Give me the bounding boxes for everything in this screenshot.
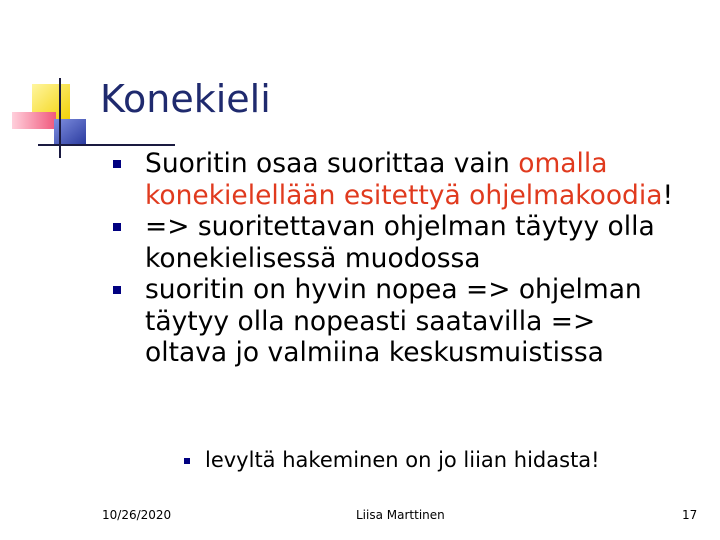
decor-blue-square bbox=[54, 119, 86, 145]
footer-date: 10/26/2020 bbox=[102, 508, 172, 522]
bullet-text-part: => suoritettavan ohjelman täytyy olla konekielisessä muodossa bbox=[145, 211, 655, 274]
bullet-item bbox=[0, 211, 685, 274]
bullet-list bbox=[0, 148, 720, 369]
footer-page-number: 17 bbox=[682, 508, 698, 522]
square-bullet-icon bbox=[184, 458, 190, 464]
sub-bullet-text: levyltä hakeminen on jo liian hidasta! bbox=[205, 448, 600, 472]
square-bullet-icon bbox=[113, 160, 121, 168]
footer-author: Liisa Marttinen bbox=[356, 508, 445, 522]
square-bullet-icon bbox=[113, 286, 121, 294]
bullet-text-part: suoritin on hyvin nopea => ohjelman täytyy olla nopeasti saatavilla => oltava jo valmiina keskusmuistissa bbox=[145, 274, 642, 368]
square-bullet-icon bbox=[113, 223, 121, 231]
decor-red-bar bbox=[12, 112, 56, 129]
bullet-text-part: Suoritin osaa suorittaa vain bbox=[145, 148, 519, 179]
bullet-text-highlight: omalla konekielellään esitettyä ohjelmakoodia bbox=[145, 148, 663, 211]
bullet-text-part: ! bbox=[662, 179, 674, 211]
bullet-item bbox=[0, 274, 685, 369]
bullet-item bbox=[0, 148, 685, 211]
slide-title: Konekieli bbox=[100, 77, 271, 121]
